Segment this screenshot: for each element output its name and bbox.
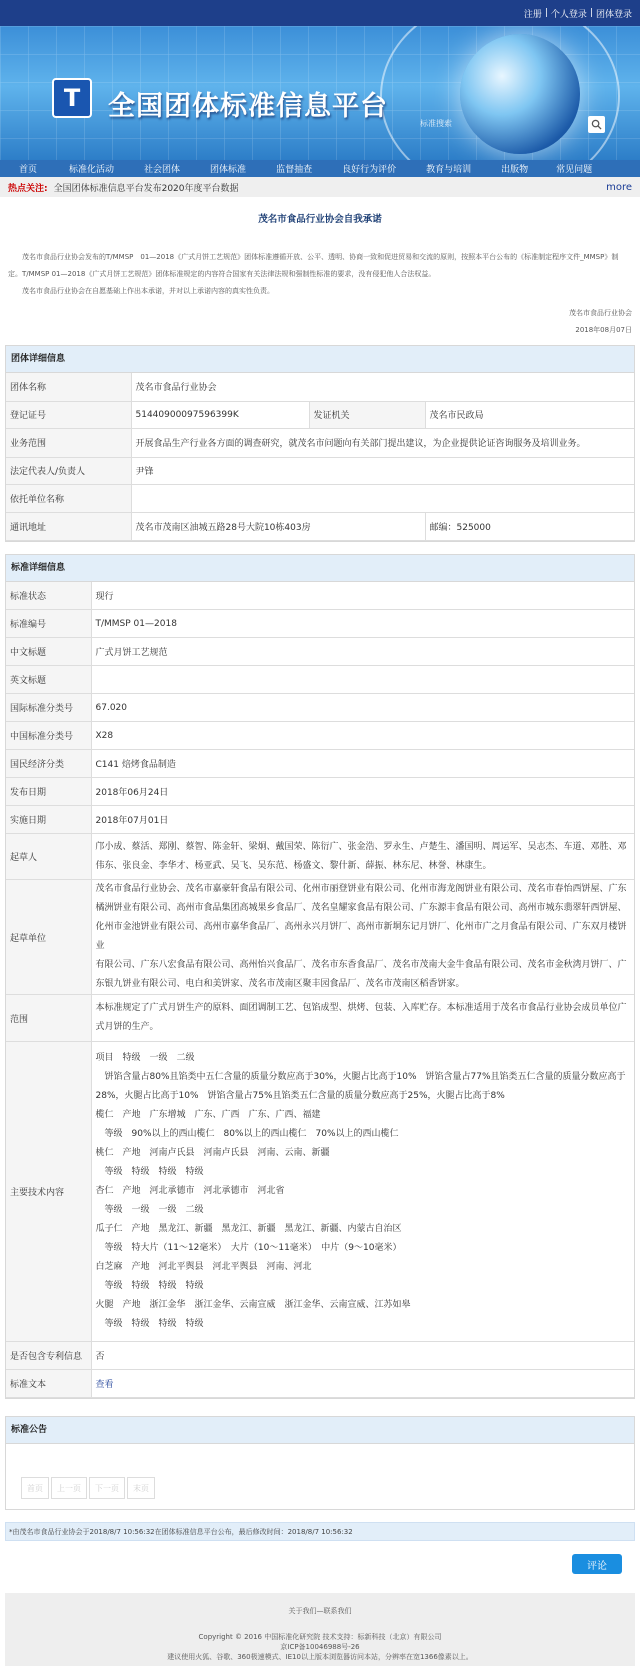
copyright: Copyright © 2016 中国标准化研究院 技术支持：标新科技（北京）有限公司 bbox=[198, 1633, 442, 1641]
nav-publications[interactable]: 出版物 bbox=[501, 165, 529, 175]
field-label: 业务范围 bbox=[6, 428, 131, 457]
separator: | bbox=[589, 8, 593, 18]
field-label: 中国标准分类号 bbox=[6, 722, 91, 750]
std-scope bbox=[91, 995, 634, 1042]
org-dependent-unit bbox=[131, 484, 634, 512]
tech-line: 等级 特级 特级 特级 bbox=[95, 1167, 204, 1177]
nav-training[interactable]: 教育与培训 bbox=[426, 165, 472, 175]
tech-line: 等级 一级 一级 二级 bbox=[95, 1205, 204, 1215]
tech-line: 等级 特级 特级 特级 bbox=[95, 1281, 204, 1291]
tech-line: 杏仁 产地 河北承德市 河北承德市 河北省 bbox=[95, 1186, 285, 1196]
footer bbox=[5, 1593, 635, 1666]
standard-detail-table bbox=[6, 582, 634, 1399]
page-title: 茂名市食品行业协会自我承诺 bbox=[258, 214, 382, 225]
first-page-button[interactable]: 首页 bbox=[21, 1477, 49, 1499]
main-nav bbox=[0, 160, 640, 177]
footer-info bbox=[5, 1632, 635, 1662]
text-line: 伟东、张良金、李华才、杨亚武、吴飞、吴东范、杨盛文、黎什新、薛振、林东尼、林誉、林康生。 bbox=[95, 860, 492, 871]
field-label: 中文标题 bbox=[6, 638, 91, 666]
comment-button[interactable]: 评论 bbox=[572, 1554, 622, 1574]
std-implement-date: 2018年07月01日 bbox=[91, 806, 634, 834]
next-page-button[interactable]: 下一页 bbox=[89, 1477, 125, 1499]
std-economy-class: C141 焙烤食品制造 bbox=[91, 750, 634, 778]
browser-note: 建议使用火狐、谷歌、360极速模式、IE10以上版本浏览器访问本站，分辨率在宽1366像素以上。 bbox=[167, 1653, 473, 1661]
field-label: 标准文本 bbox=[6, 1370, 91, 1398]
tech-line: 瓜子仁 产地 黑龙江、新疆 黑龙江、新疆 黑龙江、新疆、内蒙古自治区 bbox=[95, 1224, 402, 1234]
std-english-title bbox=[91, 666, 634, 694]
publication-note: *由茂名市食品行业协会于2018/8/7 10:56:32在团体标准信息平台公布，最后修改时间：2018/8/7 10:56:32 bbox=[5, 1522, 635, 1541]
header-banner bbox=[0, 26, 640, 160]
group-login-link[interactable]: 团体登录 bbox=[595, 9, 632, 20]
std-status: 现行 bbox=[91, 582, 634, 610]
org-detail-section bbox=[5, 345, 635, 542]
field-label: 标准编号 bbox=[6, 610, 91, 638]
std-patent: 否 bbox=[91, 1342, 634, 1370]
nav-organizations[interactable]: 社会团体 bbox=[144, 165, 181, 175]
org-address: 茂名市茂南区油城五路28号大院10栋403房 bbox=[131, 512, 425, 540]
commitment-signer: 茂名市食品行业协会 bbox=[569, 309, 632, 317]
text-line: 邝小成、蔡活、郑刚、蔡智、陈金轩、梁炯、戴国荣、陈衍广、张金浩、罗永生、卢楚生、潘国明、周运军、吴志杰、车道、邓胜、邓 bbox=[95, 841, 627, 852]
commitment-paragraph: 茂名市食品行业协会发布的T/MMSP 01—2018《广式月饼工艺规范》团体标准遵循开放、公平、透明、协商一致和促进贸易和交流的原则，按照本平台公布的《标准制定程序文件_MMSP》制 bbox=[22, 253, 619, 261]
text-line: 橘洲饼业有限公司、高州市食品集团高城果乡食品厂、茂名皇耀家食品有限公司、广东源丰食品有限公司、高州市城东翡翠轩西饼屋、 bbox=[95, 903, 627, 913]
platform-logo[interactable]: T bbox=[52, 78, 92, 118]
tech-line: 等级 特级 特级 特级 bbox=[95, 1319, 204, 1329]
text-line: 本标准规定了广式月饼生产的原料、面团调制工艺、包馅成型、烘烤、包装、入库贮存。本标准适用于茂名市食品行业协会成员单位广 bbox=[95, 1003, 627, 1013]
org-zip: 邮编：525000 bbox=[425, 512, 634, 540]
std-technical-content bbox=[91, 1042, 634, 1342]
field-label: 实施日期 bbox=[6, 806, 91, 834]
text-line: 有限公司、广东八宏食品有限公司、高州怡兴食品厂、茂名市东香食品厂、茂名市茂南大金牛食品有限公司、茂名市金秋湾月饼厂、广 bbox=[95, 960, 627, 970]
nav-home[interactable]: 首页 bbox=[19, 165, 38, 175]
commitment-paragraph: 茂名市食品行业协会在自愿基础上作出本承诺，并对以上承诺内容的真实性负责。 bbox=[22, 287, 274, 295]
field-label: 国际标准分类号 bbox=[6, 694, 91, 722]
commitment-paragraph-cont: 定。T/MMSP 01—2018《广式月饼工艺规范》团体标准规定的内容符合国家有关法律法规和强制性标准的要求，没有侵犯他人合法权益。 bbox=[8, 270, 436, 278]
commitment-date: 2018年08月07日 bbox=[575, 326, 632, 334]
tech-line: 等级 90%以上的西山榄仁 80%以上的西山榄仁 70%以上的西山榄仁 bbox=[95, 1129, 399, 1139]
section-header: 团体详细信息 bbox=[6, 346, 634, 373]
field-label: 是否包含专利信息 bbox=[6, 1342, 91, 1370]
org-name: 茂名市食品行业协会 bbox=[131, 373, 634, 401]
tech-line: 饼馅含量占80%且馅类中五仁含量的质量分数应高于30%，火腿占比高于10% 饼馅含量占77%且馅类五仁含量的质量分数应高于 bbox=[95, 1072, 626, 1082]
field-label: 起草人 bbox=[6, 834, 91, 880]
org-reg-number: 51440900097596399K bbox=[131, 401, 309, 428]
field-label: 团体名称 bbox=[6, 373, 131, 401]
org-issuer: 茂名市民政局 bbox=[425, 401, 634, 428]
hot-topics-bar bbox=[0, 177, 640, 197]
footer-links[interactable]: 关于我们—联系我们 bbox=[288, 1607, 352, 1615]
search-input[interactable]: 标准搜索 bbox=[420, 119, 452, 128]
commitment-text bbox=[0, 249, 640, 300]
org-representative: 尹锋 bbox=[131, 457, 634, 484]
org-detail-table bbox=[6, 373, 634, 541]
field-label: 通讯地址 bbox=[6, 512, 131, 540]
field-label: 登记证号 bbox=[6, 401, 131, 428]
std-chinese-title: 广式月饼工艺规范 bbox=[91, 638, 634, 666]
search-icon bbox=[591, 119, 602, 130]
field-label: 主要技术内容 bbox=[6, 1042, 91, 1342]
last-page-button[interactable]: 末页 bbox=[127, 1477, 155, 1499]
search-button[interactable] bbox=[588, 116, 605, 133]
nav-evaluation[interactable]: 良好行为评价 bbox=[342, 165, 397, 175]
field-label: 范围 bbox=[6, 995, 91, 1042]
standard-detail-section bbox=[5, 554, 635, 1400]
org-scope: 开展食品生产行业各方面的调查研究，就茂名市问题向有关部门提出建议，为企业提供论证咨询服务及培训业务。 bbox=[131, 428, 634, 457]
nav-activities[interactable]: 标准化活动 bbox=[69, 165, 115, 175]
std-ccs: X28 bbox=[91, 722, 634, 750]
section-header: 标准详细信息 bbox=[6, 555, 634, 582]
register-link[interactable]: 注册 bbox=[523, 9, 542, 20]
nav-faq[interactable]: 常见问题 bbox=[556, 165, 593, 175]
nav-inspection[interactable]: 监督抽查 bbox=[276, 165, 313, 175]
view-text-link[interactable]: 查看 bbox=[95, 1380, 114, 1390]
tech-line: 等级 特大片（11～12毫米） 大片（10～11毫米） 中片（9～10毫米） bbox=[95, 1243, 402, 1253]
std-ics: 67.020 bbox=[91, 694, 634, 722]
hot-label: 热点关注: bbox=[8, 183, 48, 194]
notice-section bbox=[5, 1416, 635, 1510]
globe-image bbox=[460, 34, 580, 154]
tech-line: 白芝麻 产地 河北平舆县 河北平舆县 河南、河北 bbox=[95, 1262, 312, 1272]
pagination bbox=[21, 1477, 155, 1499]
std-code: T/MMSP 01—2018 bbox=[91, 610, 634, 638]
field-label: 英文标题 bbox=[6, 666, 91, 694]
std-publish-date: 2018年06月24日 bbox=[91, 778, 634, 806]
more-link[interactable]: more bbox=[606, 181, 632, 193]
std-drafters bbox=[91, 834, 634, 880]
field-label: 依托单位名称 bbox=[6, 484, 131, 512]
field-label: 国民经济分类 bbox=[6, 750, 91, 778]
separator: | bbox=[544, 8, 548, 18]
personal-login-link[interactable]: 个人登录 bbox=[550, 9, 587, 20]
field-label: 发布日期 bbox=[6, 778, 91, 806]
section-header: 标准公告 bbox=[6, 1417, 634, 1444]
text-line: 式月饼的生产。 bbox=[95, 1022, 159, 1032]
notice-body bbox=[6, 1444, 634, 1509]
text-line: 化州市金池饼业有限公司、高州市嘉华食品厂、高州永兴月饼厂、高州市新垌东记月饼厂、化州市广之月食品有限公司、广东双月楼饼业 bbox=[95, 922, 627, 951]
tech-line: 火腿 产地 浙江金华 浙江金华、云南宣威 浙江金华、云南宣威、江苏如皋 bbox=[95, 1300, 411, 1310]
hot-link[interactable]: 全国团体标准信息平台发布2020年度平台数据 bbox=[53, 183, 239, 194]
field-label: 法定代表人/负责人 bbox=[6, 457, 131, 484]
field-label: 标准状态 bbox=[6, 582, 91, 610]
nav-standards[interactable]: 团体标准 bbox=[210, 165, 247, 175]
std-drafting-units bbox=[91, 880, 634, 995]
prev-page-button[interactable]: 上一页 bbox=[51, 1477, 87, 1499]
tech-line: 榄仁 产地 广东增城 广东、广西 广东、广西、福建 bbox=[95, 1110, 321, 1120]
tech-line: 28%，火腿占比高于10% 饼馅含量占75%且馅类五仁含量的质量分数应高于25%，火腿占比高于8% bbox=[95, 1091, 505, 1101]
tech-line: 项目 特级 一级 二级 bbox=[95, 1053, 195, 1063]
text-line: 东银九饼业有限公司、电白和美饼家、茂名市茂南区聚丰园食品厂、茂名市茂南区稻香饼家。 bbox=[95, 979, 465, 989]
icp-number: 京ICP备10046988号-26 bbox=[280, 1643, 360, 1651]
tech-line: 桃仁 产地 河南卢氏县 河南卢氏县 河南、云南、新疆 bbox=[95, 1148, 330, 1158]
top-bar bbox=[0, 0, 640, 26]
field-label: 起草单位 bbox=[6, 880, 91, 995]
field-label: 发证机关 bbox=[309, 401, 425, 428]
text-line: 茂名市食品行业协会、茂名市嘉豪轩食品有限公司、化州市丽登饼业有限公司、化州市海龙阁饼业有限公司、茂名市春怡西饼屋、广东 bbox=[95, 884, 627, 894]
site-title: 全国团体标准信息平台 bbox=[108, 91, 388, 122]
